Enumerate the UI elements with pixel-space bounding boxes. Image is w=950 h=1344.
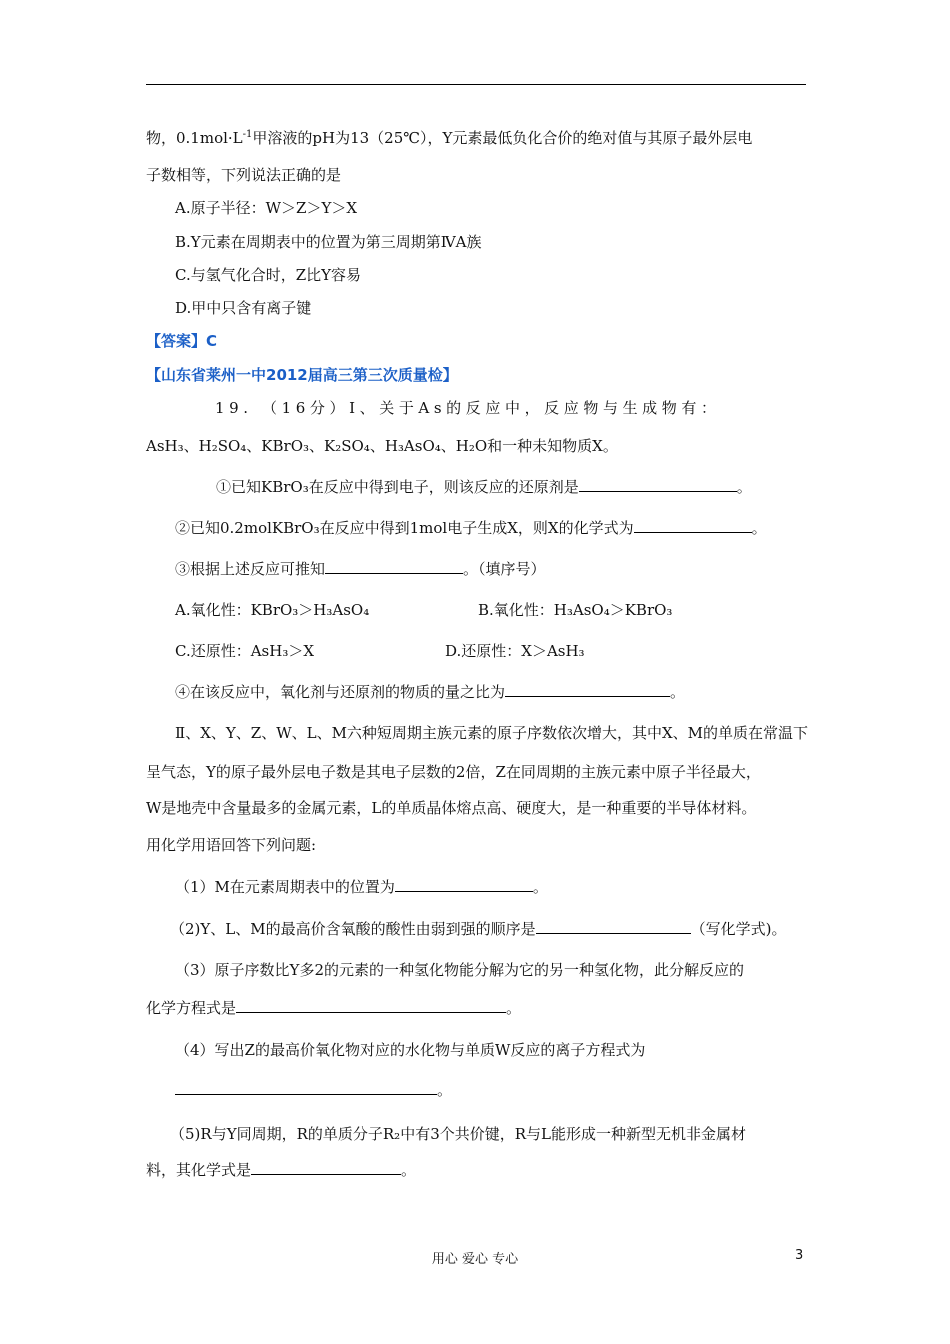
part2-q3-line1: （3）原子序数比Y多2的元素的一种氢化物能分解为它的另一种氢化物，此分解反应的 bbox=[175, 961, 744, 979]
q19-header: 19. （16分）Ⅰ、关于As的反应中，反应物与生成物有： bbox=[215, 399, 721, 417]
part2-q5-line2: 料，其化学式是 。 bbox=[146, 1161, 417, 1179]
q19-sub1: ①已知KBrO₃在反应中得到电子，则该反应的还原剂是 。 bbox=[216, 478, 752, 496]
q19-opt-b: B.氧化性：H₃AsO₄＞KBrO₃ bbox=[478, 601, 673, 619]
part2-q2: （2)Y、L、M的最高价含氧酸的酸性由弱到强的顺序是 （写化学式)。 bbox=[170, 920, 787, 938]
answer-blank[interactable] bbox=[579, 477, 737, 492]
part2-line-1: Ⅱ、X、Y、Z、W、L、M六种短周期主族元素的原子序数依次增大，其中X、M的单质在常温下 bbox=[175, 724, 808, 742]
source-label: 【山东省莱州一中2012届高三第三次质量检】 bbox=[146, 366, 458, 384]
header-rule bbox=[146, 84, 806, 85]
page-number: 3 bbox=[795, 1248, 804, 1263]
q19-sub3: ③根据上述反应可推知 。（填序号） bbox=[175, 560, 546, 578]
part2-line-3: W是地壳中含量最多的金属元素，L的单质晶体熔点高、硬度大，是一种重要的半导体材料。 bbox=[146, 799, 757, 817]
part2-line-2: 呈气态，Y的原子最外层电子数是其电子层数的2倍，Z在同周期的主族元素中原子半径最大， bbox=[146, 763, 761, 781]
intro-line-2: 子数相等，下列说法正确的是 bbox=[146, 166, 342, 184]
q19-sub2: ②已知0.2molKBrO₃在反应中得到1mol电子生成X，则X的化学式为 。 bbox=[175, 519, 767, 537]
intro-line-1: 物，$0.1mol\cdot L^{-1}$甲溶液的pH为13（25℃），Y元素最低负化合价的绝对值与其原子最外层电 bbox=[146, 129, 753, 147]
answer-blank[interactable] bbox=[236, 998, 506, 1013]
answer-blank[interactable] bbox=[251, 1160, 401, 1175]
part2-q4-line1: （4）写出Z的最高价氧化物对应的水化物与单质W反应的离子方程式为 bbox=[175, 1041, 646, 1059]
q19-reactants: AsH₃、H₂SO₄、KBrO₃、K₂SO₄、H₃AsO₄、H₂O和一种未知物质X。 bbox=[146, 437, 618, 455]
q19-opt-d: D.还原性：X＞AsH₃ bbox=[445, 642, 585, 660]
answer-blank[interactable] bbox=[505, 682, 670, 697]
answer-blank[interactable] bbox=[634, 518, 752, 533]
answer-label: 【答案】C bbox=[146, 332, 218, 350]
q19-opt-a: A.氧化性：KBrO₃＞H₃AsO₄ bbox=[175, 601, 370, 619]
part2-q4-line2: 。 bbox=[175, 1080, 452, 1100]
option-c: C.与氢气化合时，Z比Y容易 bbox=[175, 266, 362, 284]
answer-blank[interactable] bbox=[175, 1080, 437, 1095]
answer-blank[interactable] bbox=[536, 919, 691, 934]
part2-q5-line1: （5)R与Y同周期，R的单质分子R₂中有3个共价键，R与L能形成一种新型无机非金属材 bbox=[170, 1125, 746, 1143]
part2-q1: （1）M在元素周期表中的位置为 。 bbox=[175, 878, 548, 896]
option-b: B.Y元素在周期表中的位置为第三周期第ⅣA族 bbox=[175, 233, 482, 251]
answer-blank[interactable] bbox=[395, 877, 533, 892]
page-footer: 用心 爱心 专心 bbox=[431, 1252, 519, 1267]
part2-line-4: 用化学用语回答下列问题: bbox=[146, 836, 317, 854]
q19-opt-c: C.还原性：AsH₃＞X bbox=[175, 642, 315, 660]
option-a: A.原子半径：W＞Z＞Y＞X bbox=[175, 199, 358, 217]
q19-sub4: ④在该反应中，氧化剂与还原剂的物质的量之比为 。 bbox=[175, 683, 686, 701]
part2-q3-line2: 化学方程式是 。 bbox=[146, 999, 522, 1017]
option-d: D.甲中只含有离子键 bbox=[175, 299, 312, 317]
answer-blank[interactable] bbox=[325, 559, 463, 574]
